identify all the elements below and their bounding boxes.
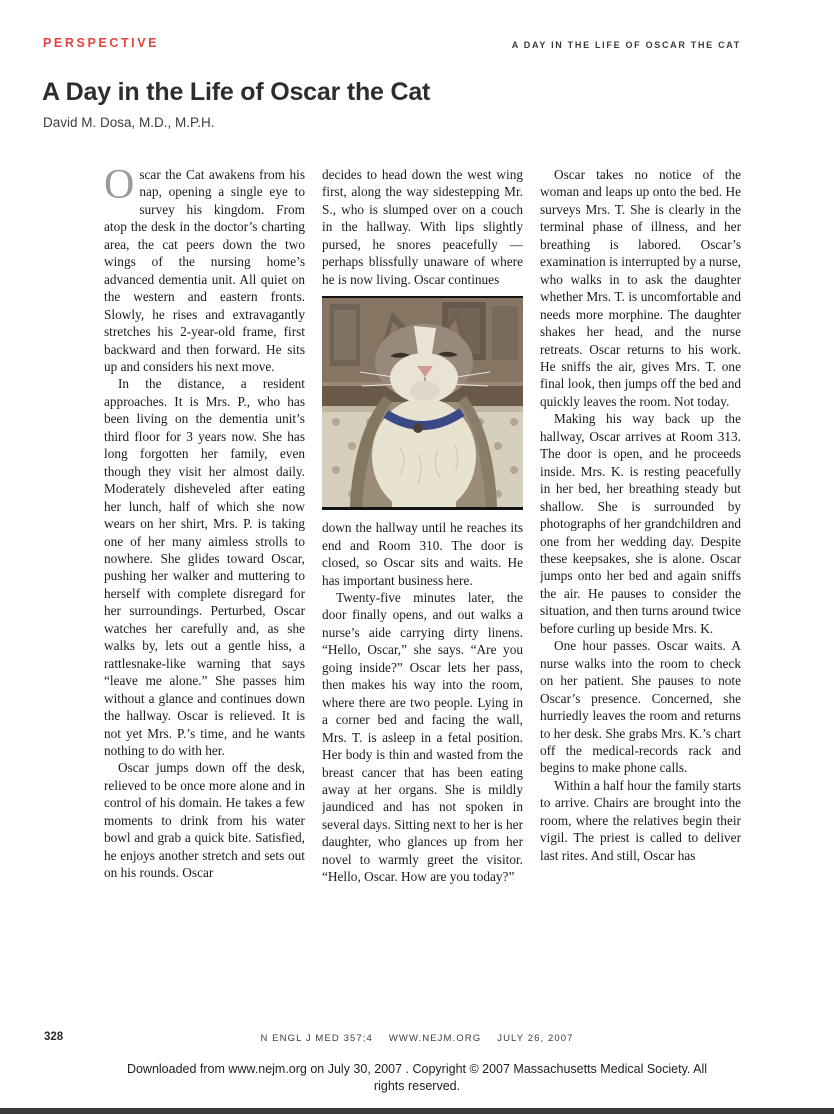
article-title: A Day in the Life of Oscar the Cat <box>42 78 431 106</box>
body-paragraph: Within a half hour the family starts to arrive. Chairs are brought into the room, where the relatives begin their vigil. The priest is called to deliver last rites. And still, Oscar has <box>540 777 741 863</box>
page-bottom-bar <box>0 1108 834 1114</box>
body-paragraph: down the hallway until he reaches its end and Room 310. The door is closed, so Oscar sits and waits. He has important business here. <box>322 520 523 588</box>
journal-reference: N ENGL J MED 357;4 <box>260 1033 373 1044</box>
body-paragraph <box>104 166 305 375</box>
oscar-photo <box>322 296 523 510</box>
body-paragraph: Twenty-five minutes later, the door finally opens, and out walks a nurse’s aide carrying dirty linens. “Hello, Oscar,” she says. “Are you going inside?” Oscar lets her pass, then makes his way into the room, where there are two people. Lying in a corner bed and facing the wall, Mrs. T. is asleep in a fetal position. Her body is thin and wasted from the breast cancer that has been eating away at her organs. She is mildly jaundiced and has not spoken in several days. Sitting next to her is her daughter, who glances up from her novel to warmly greet the visitor. “Hello, Oscar. How are you today?” <box>322 589 523 885</box>
running-head: A DAY IN THE LIFE OF OSCAR THE CAT <box>511 40 741 50</box>
body-paragraph: decides to head down the west wing first, along the way sidestepping Mr. S., who is slumped over on a couch in the hallway. With lips slightly pursed, he snores peacefully — perhaps blissfully unaware of where he is now living. Oscar continues <box>322 167 523 287</box>
article-author: David M. Dosa, M.D., M.P.H. <box>43 115 215 130</box>
body-paragraph: Oscar takes no notice of the woman and leaps up onto the bed. He surveys Mrs. T. She is clearly in the terminal phase of illness, and her breathing is labored. Oscar’s examination is interrupted by a nurse, who walks in to ask the daughter whether Mrs. T. is uncomfortable and needs more morphine. The daughter shakes her head, and the nurse retreats. Oscar returns to his work. He sniffs the air, gives Mrs. T. one final look, then jumps off the bed and quickly leaves the room. Not today. <box>540 167 741 409</box>
journal-footer-line <box>0 1033 834 1044</box>
body-paragraph: Oscar jumps down off the desk, relieved to be once more alone and in control of his domain. He takes a few moments to drink from his water bowl and grab a quick bite. Satisfied, he enjoys another stretch and sets out on his rounds. Oscar <box>104 760 305 881</box>
journal-date: JULY 26, 2007 <box>497 1033 574 1044</box>
download-notice: Downloaded from www.nejm.org on July 30, 2007 . Copyright © 2007 Massachusetts Medical Society. All rights reserved. <box>126 1062 708 1093</box>
drop-cap: O <box>104 166 135 208</box>
column-2 <box>322 166 523 990</box>
section-label: PERSPECTIVE <box>43 36 160 50</box>
paragraph-text: scar the Cat awakens from his nap, opening a single eye to survey his kingdom. From atop the desk in the doctor’s charting area, the cat peers down the two wings of the nursing home’s advanced dementia unit. All quiet on the western and eastern fronts. Slowly, he rises and extravagantly stretches his 2-year-old frame, first backward and then forward. He sits up and considers his next move. <box>104 167 305 374</box>
body-paragraph: One hour passes. Oscar waits. A nurse walks into the room to check on her patient. She pauses to note Oscar’s presence. Concerned, she hurriedly leaves the room and returns to her desk. She grabs Mrs. K.’s chart off the medical-records rack and begins to make phone calls. <box>540 638 741 776</box>
body-paragraph: Making his way back up the hallway, Oscar arrives at Room 313. The door is open, and he proceeds inside. Mrs. K. is resting peacefully in her bed, her breathing steady but shallow. She is surrounded by photographs of her grandchildren and one from her wedding day. Despite these keepsakes, she is alone. Oscar jumps onto her bed and again sniffs the air. He pauses to consider the situation, and then turns around twice before curling up beside Mrs. K. <box>540 411 741 636</box>
journal-website: WWW.NEJM.ORG <box>388 1033 482 1044</box>
column-1 <box>104 166 305 990</box>
body-paragraph: In the distance, a resident approaches. It is Mrs. P., who has been living on the dementia unit’s third floor for 3 years now. She has long forgotten her family, even though they visit her almost daily. Moderately disheveled after eating her lunch, half of which she now wears on her shirt, Mrs. P. is taking one of her many aimless strolls to nowhere. She glides toward Oscar, pushing her walker and muttering to herself with complete disregard for her surroundings. Perturbed, Oscar watches her carefully and, as she walks by, lets out a gentle hiss, a rattlesnake-like warning that says “leave me alone.” She passes him without a glance and continues down the hallway. Oscar is relieved. It is not yet Mrs. P.’s time, and he wants nothing to do with her. <box>104 376 305 758</box>
column-3 <box>540 166 741 990</box>
page-number: 328 <box>44 1031 64 1043</box>
article-body <box>104 166 741 990</box>
